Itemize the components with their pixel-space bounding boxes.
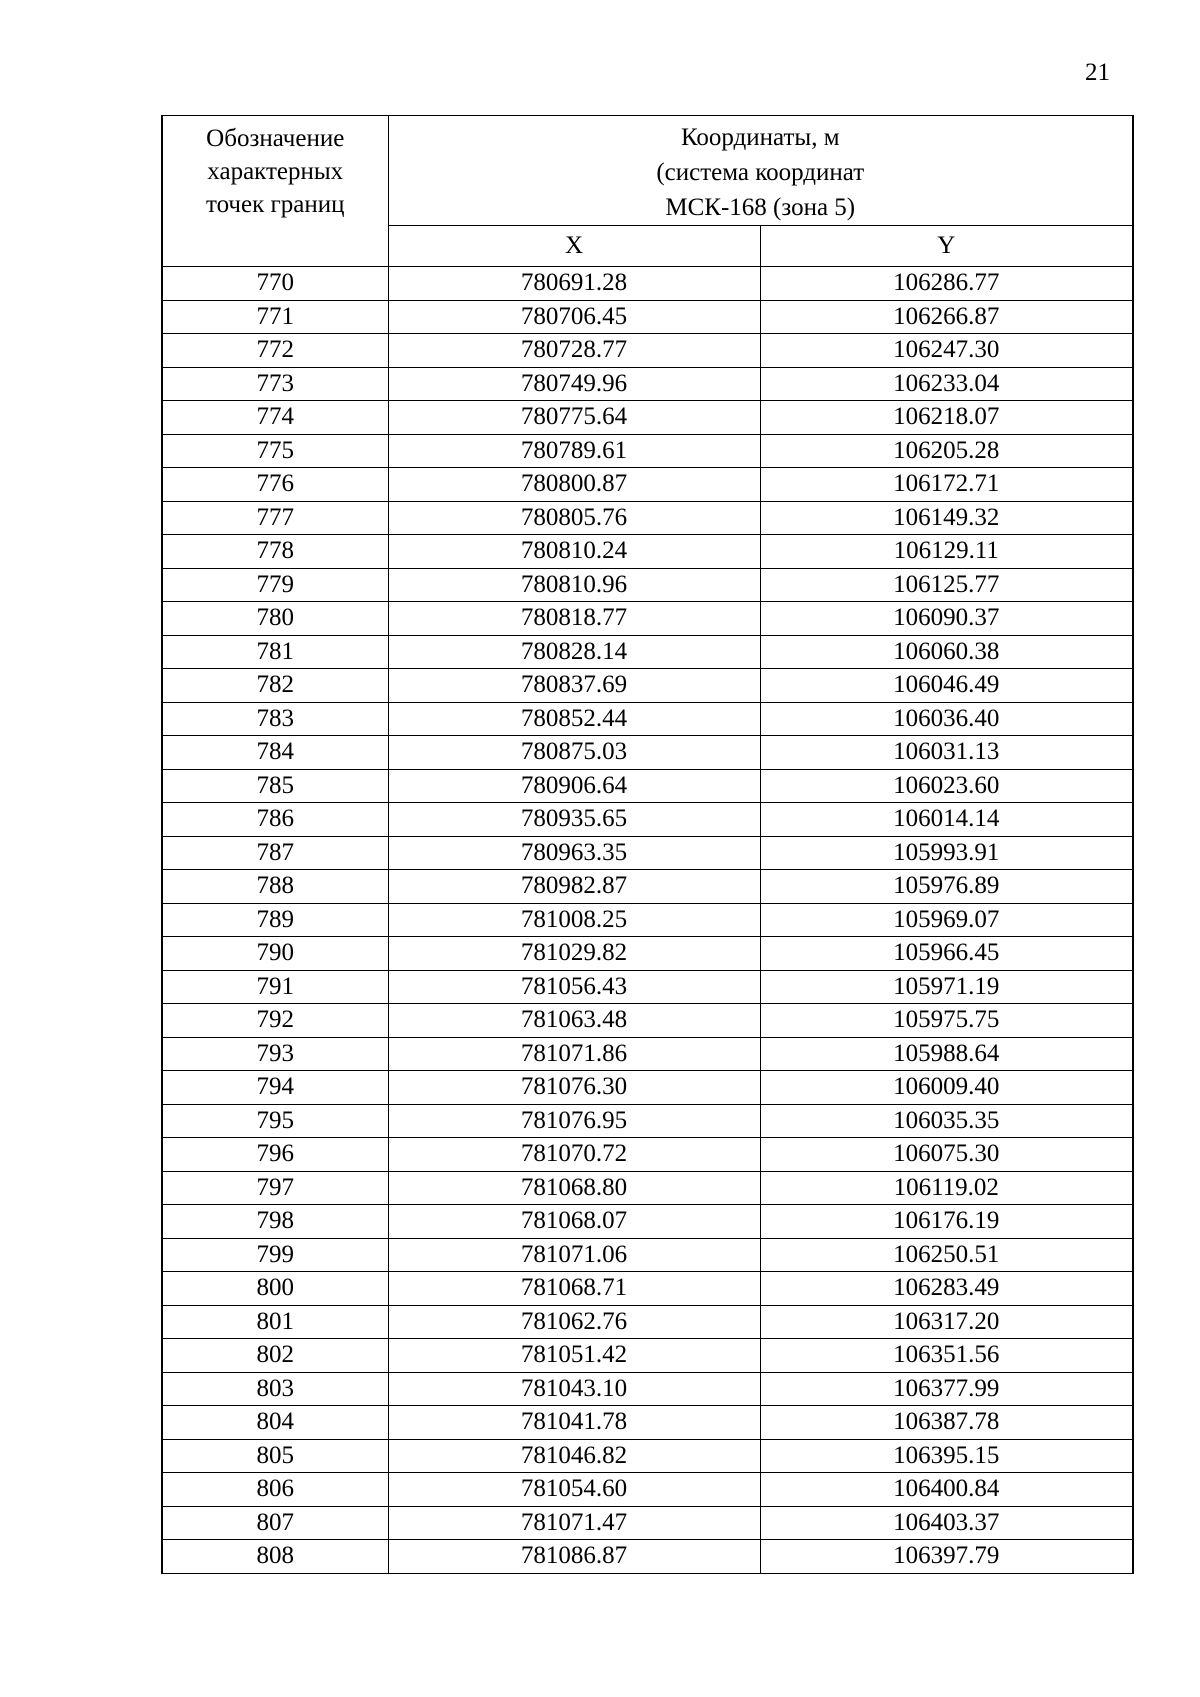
point-cell: 803 [162, 1372, 388, 1406]
table-row [162, 1339, 1133, 1373]
point-cell: 789 [162, 903, 388, 937]
x-coordinate-cell: 781054.60 [388, 1473, 760, 1507]
point-designation-header [162, 116, 388, 267]
table-row [162, 1138, 1133, 1172]
point-cell: 799 [162, 1238, 388, 1272]
table-row [162, 903, 1133, 937]
y-coordinate-cell: 106036.40 [760, 702, 1133, 736]
y-coordinate-cell: 106403.37 [760, 1506, 1133, 1540]
x-coordinate-cell: 780810.96 [388, 568, 760, 602]
header-row-top [162, 116, 1133, 226]
table-row [162, 870, 1133, 904]
x-coordinate-cell: 781068.80 [388, 1171, 760, 1205]
y-coordinate-cell: 106250.51 [760, 1238, 1133, 1272]
y-coordinate-cell: 105976.89 [760, 870, 1133, 904]
point-cell: 776 [162, 468, 388, 502]
coords-header-line: МСК-168 (зона 5) [665, 194, 856, 221]
table-row [162, 1439, 1133, 1473]
x-axis-header: X [388, 226, 760, 267]
x-coordinate-cell: 781068.07 [388, 1205, 760, 1239]
x-coordinate-cell: 780982.87 [388, 870, 760, 904]
y-coordinate-cell: 106125.77 [760, 568, 1133, 602]
y-coordinate-cell: 106035.35 [760, 1104, 1133, 1138]
x-coordinate-cell: 781051.42 [388, 1339, 760, 1373]
table-row [162, 267, 1133, 301]
table-row [162, 1272, 1133, 1306]
point-cell: 773 [162, 367, 388, 401]
point-cell: 778 [162, 535, 388, 569]
x-coordinate-cell: 781076.95 [388, 1104, 760, 1138]
table-row [162, 501, 1133, 535]
table-row [162, 769, 1133, 803]
x-coordinate-cell: 780706.45 [388, 300, 760, 334]
x-coordinate-cell: 781041.78 [388, 1406, 760, 1440]
x-coordinate-cell: 781068.71 [388, 1272, 760, 1306]
point-cell: 777 [162, 501, 388, 535]
table-row [162, 1205, 1133, 1239]
point-cell: 808 [162, 1540, 388, 1574]
point-cell: 782 [162, 669, 388, 703]
y-coordinate-cell: 105966.45 [760, 937, 1133, 971]
y-coordinate-cell: 106119.02 [760, 1171, 1133, 1205]
x-coordinate-cell: 781076.30 [388, 1071, 760, 1105]
x-coordinate-cell: 780810.24 [388, 535, 760, 569]
coordinates-header [388, 116, 1133, 226]
y-coordinate-cell: 106317.20 [760, 1305, 1133, 1339]
y-coordinate-cell: 106075.30 [760, 1138, 1133, 1172]
point-cell: 771 [162, 300, 388, 334]
point-cell: 779 [162, 568, 388, 602]
point-cell: 783 [162, 702, 388, 736]
table-row [162, 367, 1133, 401]
table-row [162, 1473, 1133, 1507]
y-coordinate-cell: 105971.19 [760, 970, 1133, 1004]
table-row [162, 635, 1133, 669]
point-cell: 788 [162, 870, 388, 904]
table-row [162, 401, 1133, 435]
page-number: 21 [1085, 59, 1110, 86]
y-coordinate-cell: 106031.13 [760, 736, 1133, 770]
point-cell: 807 [162, 1506, 388, 1540]
table-row [162, 803, 1133, 837]
table-row [162, 334, 1133, 368]
x-coordinate-cell: 780728.77 [388, 334, 760, 368]
y-coordinate-cell: 106149.32 [760, 501, 1133, 535]
y-coordinate-cell: 106090.37 [760, 602, 1133, 636]
y-coordinate-cell: 105988.64 [760, 1037, 1133, 1071]
table-row [162, 468, 1133, 502]
point-cell: 802 [162, 1339, 388, 1373]
y-axis-header: Y [760, 226, 1133, 267]
coordinates-table [161, 115, 1134, 1574]
table-row [162, 1540, 1133, 1574]
y-coordinate-cell: 106129.11 [760, 535, 1133, 569]
point-cell: 772 [162, 334, 388, 368]
table-row [162, 1372, 1133, 1406]
point-cell: 800 [162, 1272, 388, 1306]
point-cell: 781 [162, 635, 388, 669]
point-cell: 786 [162, 803, 388, 837]
point-cell: 793 [162, 1037, 388, 1071]
table-row [162, 702, 1133, 736]
point-cell: 792 [162, 1004, 388, 1038]
point-cell: 805 [162, 1439, 388, 1473]
x-coordinate-cell: 781071.06 [388, 1238, 760, 1272]
point-cell: 801 [162, 1305, 388, 1339]
table-row [162, 1104, 1133, 1138]
table-row [162, 937, 1133, 971]
x-coordinate-cell: 781056.43 [388, 970, 760, 1004]
table-row [162, 568, 1133, 602]
x-coordinate-cell: 780800.87 [388, 468, 760, 502]
y-coordinate-cell: 106286.77 [760, 267, 1133, 301]
y-coordinate-cell: 106172.71 [760, 468, 1133, 502]
x-coordinate-cell: 781070.72 [388, 1138, 760, 1172]
point-cell: 787 [162, 836, 388, 870]
y-coordinate-cell: 106009.40 [760, 1071, 1133, 1105]
y-coordinate-cell: 106233.04 [760, 367, 1133, 401]
point-cell: 784 [162, 736, 388, 770]
x-coordinate-cell: 780805.76 [388, 501, 760, 535]
y-coordinate-cell: 106395.15 [760, 1439, 1133, 1473]
y-coordinate-cell: 106400.84 [760, 1473, 1133, 1507]
table-row [162, 535, 1133, 569]
y-coordinate-cell: 106247.30 [760, 334, 1133, 368]
x-coordinate-cell: 780749.96 [388, 367, 760, 401]
point-header-line: точек границ [205, 191, 345, 218]
y-coordinate-cell: 106283.49 [760, 1272, 1133, 1306]
x-coordinate-cell: 780963.35 [388, 836, 760, 870]
x-coordinate-cell: 780906.64 [388, 769, 760, 803]
x-coordinate-cell: 780852.44 [388, 702, 760, 736]
x-coordinate-cell: 780789.61 [388, 434, 760, 468]
x-coordinate-cell: 780828.14 [388, 635, 760, 669]
table-row [162, 736, 1133, 770]
table-row [162, 669, 1133, 703]
x-coordinate-cell: 780818.77 [388, 602, 760, 636]
x-coordinate-cell: 780875.03 [388, 736, 760, 770]
x-coordinate-cell: 780691.28 [388, 267, 760, 301]
point-cell: 791 [162, 970, 388, 1004]
table-row [162, 602, 1133, 636]
point-cell: 780 [162, 602, 388, 636]
y-coordinate-cell: 106046.49 [760, 669, 1133, 703]
table-row [162, 1406, 1133, 1440]
x-coordinate-cell: 781086.87 [388, 1540, 760, 1574]
point-header-line: характерных [207, 158, 344, 185]
table-row [162, 1071, 1133, 1105]
y-coordinate-cell: 106014.14 [760, 803, 1133, 837]
y-coordinate-cell: 106377.99 [760, 1372, 1133, 1406]
x-coordinate-cell: 781071.86 [388, 1037, 760, 1071]
y-coordinate-cell: 106351.56 [760, 1339, 1133, 1373]
point-cell: 794 [162, 1071, 388, 1105]
y-coordinate-cell: 106266.87 [760, 300, 1133, 334]
coords-header-line: (система координат [656, 159, 865, 186]
point-cell: 798 [162, 1205, 388, 1239]
x-coordinate-cell: 781062.76 [388, 1305, 760, 1339]
x-coordinate-cell: 781071.47 [388, 1506, 760, 1540]
x-coordinate-cell: 781043.10 [388, 1372, 760, 1406]
x-coordinate-cell: 781008.25 [388, 903, 760, 937]
table-row [162, 1305, 1133, 1339]
table-row [162, 434, 1133, 468]
table-row [162, 1171, 1133, 1205]
x-coordinate-cell: 781029.82 [388, 937, 760, 971]
point-cell: 797 [162, 1171, 388, 1205]
x-coordinate-cell: 780775.64 [388, 401, 760, 435]
y-coordinate-cell: 105993.91 [760, 836, 1133, 870]
y-coordinate-cell: 106205.28 [760, 434, 1133, 468]
point-cell: 790 [162, 937, 388, 971]
point-cell: 806 [162, 1473, 388, 1507]
x-coordinate-cell: 780935.65 [388, 803, 760, 837]
y-coordinate-cell: 106060.38 [760, 635, 1133, 669]
coords-header-line: Координаты, м [680, 124, 840, 151]
table-row [162, 970, 1133, 1004]
y-coordinate-cell: 106176.19 [760, 1205, 1133, 1239]
table-row [162, 836, 1133, 870]
y-coordinate-cell: 106387.78 [760, 1406, 1133, 1440]
table-row [162, 1004, 1133, 1038]
point-cell: 795 [162, 1104, 388, 1138]
y-coordinate-cell: 106023.60 [760, 769, 1133, 803]
table-header [162, 116, 1133, 267]
x-coordinate-cell: 781063.48 [388, 1004, 760, 1038]
y-coordinate-cell: 105975.75 [760, 1004, 1133, 1038]
y-coordinate-cell: 106397.79 [760, 1540, 1133, 1574]
y-coordinate-cell: 105969.07 [760, 903, 1133, 937]
point-cell: 785 [162, 769, 388, 803]
point-cell: 775 [162, 434, 388, 468]
table-row [162, 300, 1133, 334]
point-cell: 770 [162, 267, 388, 301]
table-row [162, 1037, 1133, 1071]
x-coordinate-cell: 781046.82 [388, 1439, 760, 1473]
table-row [162, 1238, 1133, 1272]
table-row [162, 1506, 1133, 1540]
point-cell: 796 [162, 1138, 388, 1172]
x-coordinate-cell: 780837.69 [388, 669, 760, 703]
table-body [162, 267, 1133, 1574]
point-cell: 804 [162, 1406, 388, 1440]
point-header-line: Обозначение [206, 125, 345, 152]
point-cell: 774 [162, 401, 388, 435]
y-coordinate-cell: 106218.07 [760, 401, 1133, 435]
